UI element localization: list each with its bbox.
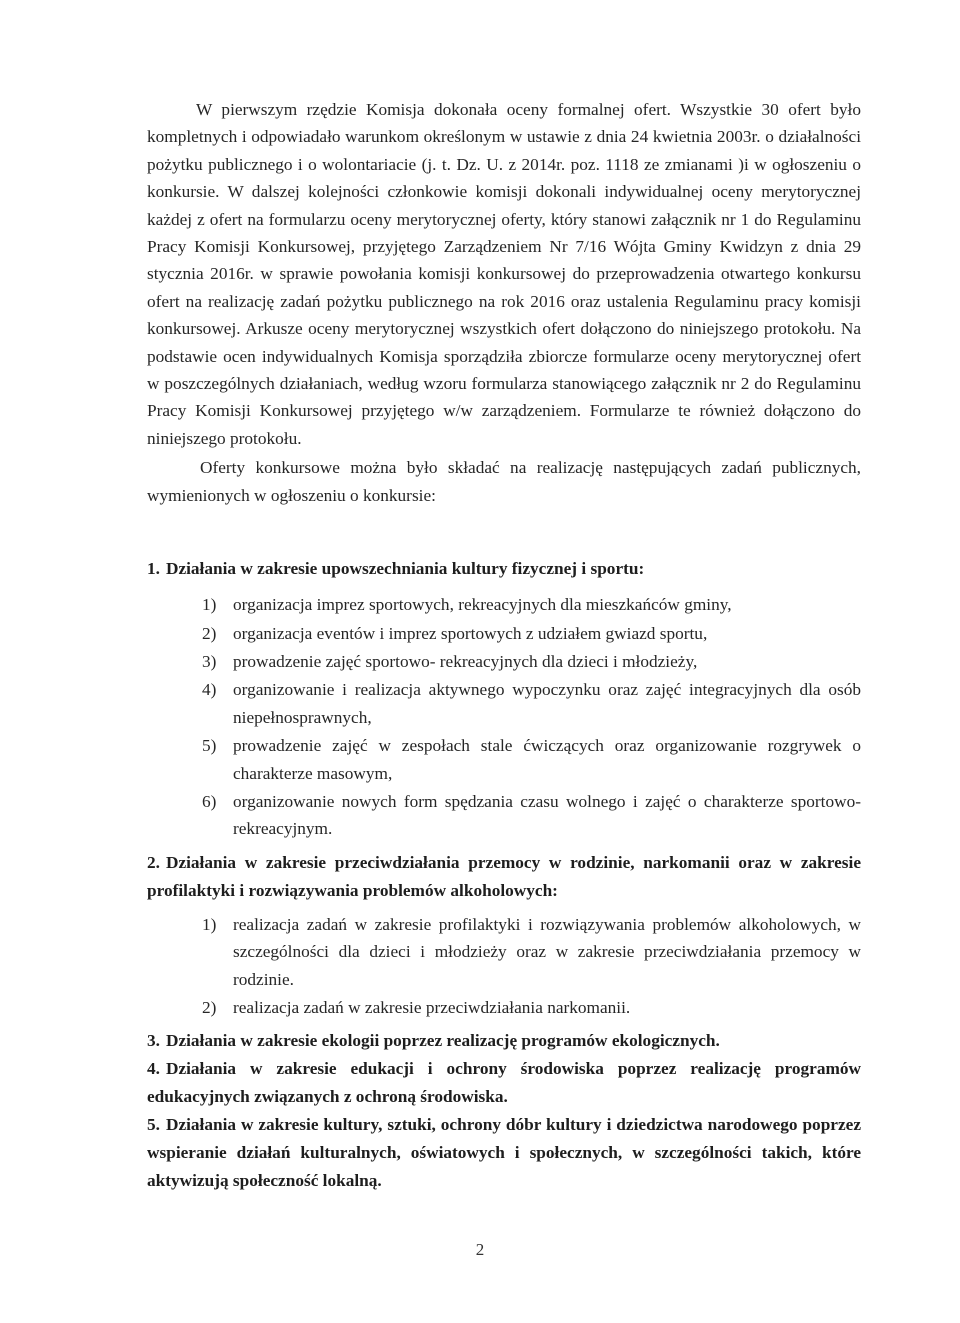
list-item — [147, 788, 861, 843]
list-item — [147, 648, 861, 675]
section-number: 5. — [147, 1115, 160, 1135]
section-heading — [147, 849, 861, 905]
list-marker: 1) — [202, 914, 217, 934]
section-number: 2. — [147, 852, 160, 872]
section-heading — [147, 1111, 861, 1195]
intro-paragraph: W pierwszym rzędzie Komisja dokonała oceny formalnej ofert. Wszystkie 30 ofert było kompletnych i odpowiadało warunkom określonym w ustawie z dnia 24 kwietnia 2003r. o działalności pożytku publicznego i o wolontariacie (j. t. Dz. U. z 2014r. poz. 1118 ze zmianami )i w ogłoszeniu o konkursie. W dalszej kolejności członkowie komisji dokonali indywidualnej oceny merytorycznej każdej z ofert na formularzu oceny merytorycznej oferty, który stanowi załącznik nr 1 do Regulaminu Pracy Komisji Konkursowej, przyjętego Zarządzeniem Nr 7/16 Wójta Gminy Kwidzyn z dnia 29 stycznia 2016r. w sprawie powołania komisji konkursowej do przeprowadzenia otwartego konkursu ofert na realizację zadań pożytku publicznego na rok 2016 oraz ustalenia Regulaminu pracy komisji konkursowej. Arkusze oceny merytorycznej wszystkich ofert dołączono do niniejszego protokołu. Na podstawie ocen indywidualnych Komisja sporządziła zbiorcze formularze oceny merytorycznej ofert w poszczególnych działaniach, według wzoru formularza stanowiącego załącznik nr 2 do Regulaminu Pracy Komisji Konkursowej przyjętego w/w zarządzeniem. Formularze te również dołączono do niniejszego protokołu. — [147, 100, 861, 448]
section-number: 3. — [147, 1031, 160, 1051]
spacer — [147, 509, 861, 555]
list-item-text: prowadzenie zajęć w zespołach stale ćwiczących oraz organizowanie rozgrywek o charakterze masowym, — [233, 736, 861, 783]
list-marker: 1) — [202, 595, 217, 615]
list-marker: 5) — [202, 736, 217, 756]
list-item — [147, 994, 861, 1021]
list-marker: 2) — [202, 997, 217, 1017]
list-marker: 3) — [202, 651, 217, 671]
list-item-text: realizacja zadań w zakresie profilaktyki i rozwiązywania problemów alkoholowych, w szczególności dla dzieci i młodzieży oraz w zakresie przeciwdziałania przemocy w rodzinie. — [233, 914, 861, 989]
list-item-text: organizacja eventów i imprez sportowych z udziałem gwiazd sportu, — [233, 623, 708, 643]
list-item — [147, 676, 861, 731]
section-title: Działania w zakresie edukacji i ochrony środowiska poprzez realizację programów edukacyjnych związanych z ochroną środowiska. — [147, 1059, 861, 1107]
page-number: 2 — [475, 1240, 485, 1259]
list-marker: 4) — [202, 680, 217, 700]
list-item — [147, 620, 861, 647]
list-item — [147, 591, 861, 618]
tasks-intro-paragraph: Oferty konkursowe można było składać na realizację następujących zadań publicznych, wymienionych w ogłoszeniu o konkursie: — [147, 458, 861, 505]
section-task-list — [147, 911, 861, 1022]
list-item-text: organizacja imprez sportowych, rekreacyjnych dla mieszkańców gminy, — [233, 595, 732, 615]
section-title: Działania w zakresie kultury, sztuki, ochrony dóbr kultury i dziedzictwa narodowego poprzez wspieranie działań kulturalnych, oświatowych i społecznych, w szczególności takich, które aktywizują społeczność lokalną. — [147, 1115, 861, 1191]
section-task-list — [147, 591, 861, 843]
section-heading — [147, 1055, 861, 1111]
section-number: 1. — [147, 559, 160, 579]
list-marker: 2) — [202, 623, 217, 643]
section-title: Działania w zakresie przeciwdziałania przemocy w rodzinie, narkomanii oraz w zakresie profilaktyki i rozwiązywania problemów alkoholowych: — [147, 852, 861, 900]
list-item — [147, 732, 861, 787]
list-item-text: realizacja zadań w zakresie przeciwdziałania narkomanii. — [233, 997, 631, 1017]
list-item — [147, 911, 861, 993]
section-number: 4. — [147, 1059, 160, 1079]
list-item-text: organizowanie nowych form spędzania czasu wolnego i zajęć o charakterze sportowo-rekreacyjnym. — [233, 791, 861, 839]
section-title: Działania w zakresie ekologii poprzez realizację programów ekologicznych. — [165, 1031, 720, 1051]
section-heading — [147, 1027, 861, 1055]
list-marker: 6) — [202, 791, 217, 811]
section-heading — [147, 555, 861, 583]
page-content — [147, 96, 861, 1195]
section-title: Działania w zakresie upowszechniania kultury fizycznej i sportu: — [165, 559, 645, 579]
list-item-text: prowadzenie zajęć sportowo- rekreacyjnych dla dzieci i młodzieży, — [233, 651, 698, 671]
list-item-text: organizowanie i realizacja aktywnego wypoczynku oraz zajęć integracyjnych dla osób niepełnosprawnych, — [233, 680, 861, 727]
